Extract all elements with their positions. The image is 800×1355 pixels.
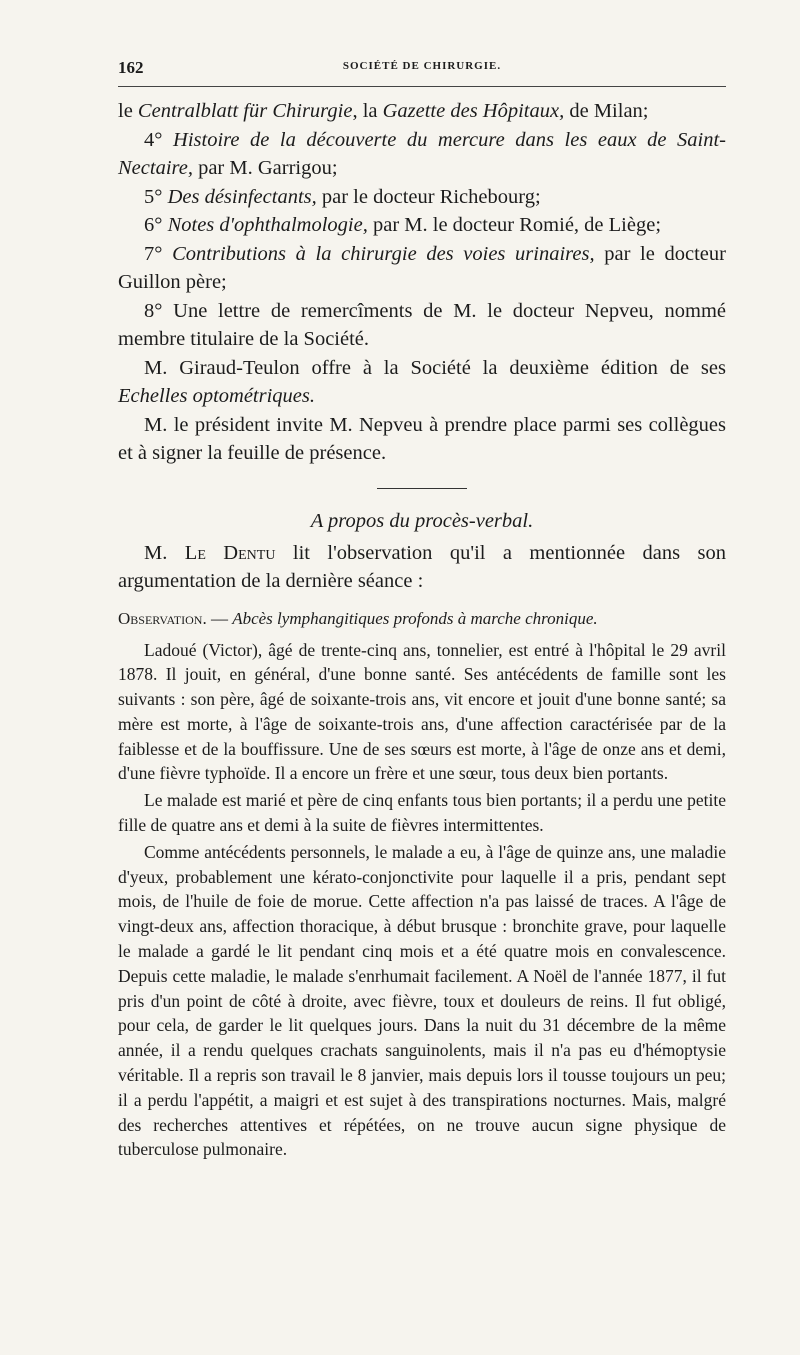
observation-paragraph-1: Ladoué (Victor), âgé de trente-cinq ans, tonnelier, est entré à l'hôpital le 29 avril 1878. Il jouit, en général, d'une bonne santé. Ses antécédents de famille sont les suivants : son père, âgé de soixante-trois ans, vit encore et jouit d'une bonne santé; sa mère est morte, à l'âge de soixante-trois ans, d'une affection caractérisée par de la faiblesse et de la bouffissure. Une de ses sœurs est morte, à l'âge de onze ans et demi, d'une fièvre typhoïde. Il a encore un frère et une sœur, tous deux bien portants. (118, 639, 726, 784)
list-item-4: 4° Histoire de la découverte du mercure dans les eaux de Saint-Nectaire, par M. Garrigou; (118, 128, 727, 179)
president-paragraph: M. le président invite M. Nepveu à prendre place parmi ses collègues et à signer la feuille de présence. (118, 413, 726, 464)
list-item-5: 5° Des désinfectants, par le docteur Richebourg; (144, 185, 541, 208)
observation-heading: Observation. — Abcès lymphangitiques profonds à marche chronique. (118, 608, 598, 628)
ledentu-paragraph: M. Le Dentu lit l'observation qu'il a mentionnée dans son argumentation de la dernière séance : (118, 541, 726, 592)
observation-paragraph-3: Comme antécédents personnels, le malade a eu, à l'âge de quinze ans, une maladie d'yeux, probablement une kérato-conjonctivite pour laquelle il a pris, pendant sept mois, de l'huile de foie de morue. Cette affection n'a pas laissé de traces. A l'âge de vingt-deux ans, affection thoracique, à début brusque : bronchite grave, pour laquelle le malade a gardé le lit pendant cinq mois et a été quatre mois en convalescence. Depuis cette maladie, le malade s'enrhumait facilement. A Noël de l'année 1877, il fut pris d'un point de côté à droite, avec fièvre, toux et douleurs de reins. Il fut obligé, pour cela, de garder le lit quelques jours. Dans la nuit du 31 décembre de la même année, il a rendu quelques crachats sanguinolents, mais il n'a pas eu d'hémoptysie véritable. Il a repris son travail le 8 janvier, mais depuis lors il tousse toujours un peu; il a perdu l'appétit, a maigri et est sujet à des transpirations nocturnes. Mais, malgré des recherches attentives et répétées, on ne trouve aucun signe physique de tuberculose pulmonaire. (118, 841, 726, 1160)
giraud-paragraph: M. Giraud-Teulon offre à la Société la deuxième édition de ses Echelles optométriques. (118, 356, 726, 407)
header-rule (118, 86, 726, 87)
ledentu-block (118, 539, 726, 596)
section-separator (377, 488, 467, 489)
page-number: 162 (118, 58, 144, 77)
page (118, 58, 726, 1162)
observation-body (118, 638, 726, 1163)
list-block (118, 97, 726, 468)
list-item-7: 7° Contributions à la chirurgie des voies urinaires, par le docteur Guillon père; (118, 242, 726, 293)
running-title: SOCIÉTÉ DE CHIRURGIE. (342, 60, 502, 72)
page-header (118, 58, 726, 80)
section-title: A propos du procès-verbal. (310, 509, 534, 532)
list-item-8: 8° Une lettre de remercîments de M. le docteur Nepveu, nommé membre titulaire de la Société. (118, 299, 726, 350)
list-item-6: 6° Notes d'ophthalmologie, par M. le docteur Romié, de Liège; (144, 214, 662, 236)
list-continuation: le Centralblatt für Chirurgie, la Gazette des Hôpitaux, de Milan; (118, 100, 649, 122)
observation-paragraph-2: Le malade est marié et père de cinq enfants tous bien portants; il a perdu une petite fille de quatre ans et demi à la suite de fièvres intermittentes. (118, 790, 726, 836)
